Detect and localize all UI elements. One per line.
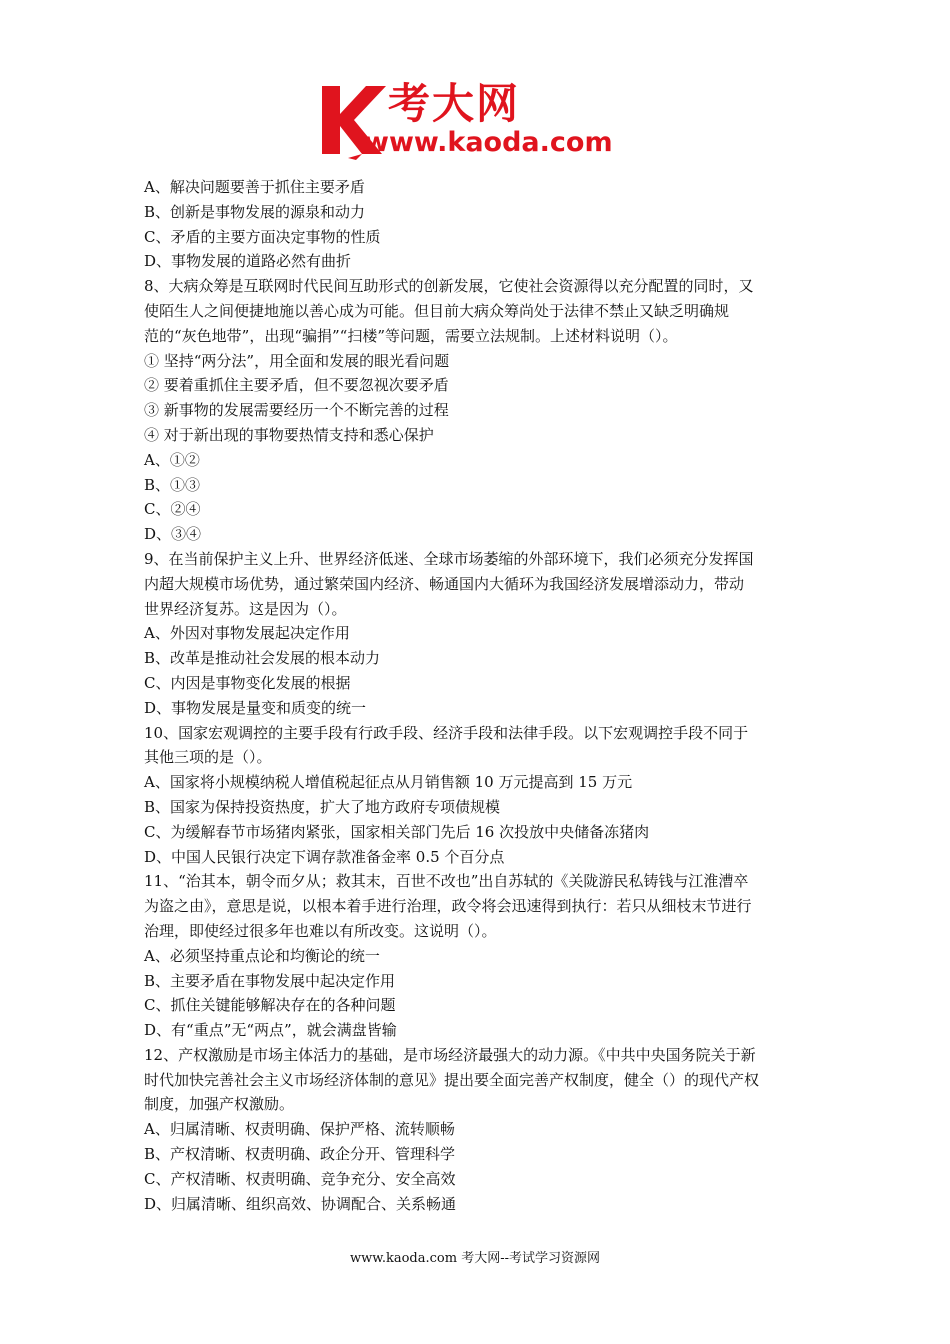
text-line: D、归属清晰、组织高效、协调配合、关系畅通 [144, 1194, 457, 1213]
text-line: C、为缓解春节市场猪肉紧张，国家相关部门先后 16 次投放中央储备冻猪肉 [144, 822, 650, 841]
text-line: D、事物发展是量变和质变的统一 [144, 698, 367, 717]
text-line: C、内因是事物变化发展的根据 [144, 673, 351, 692]
text-line: ① 坚持“两分法”，用全面和发展的眼光看问题 [144, 351, 450, 370]
text-line: D、事物发展的道路必然有曲折 [144, 252, 352, 271]
text-line: 时代加快完善社会主义市场经济体制的意见》提出要全面完善产权制度，健全（）的现代产权 [144, 1070, 760, 1089]
text-line: D、有“重点”无“两点”，就会满盘皆输 [144, 1021, 397, 1040]
text-line: 12、产权激励是市场主体活力的基础，是市场经济最强大的动力源。《中共中央国务院关于新 [144, 1045, 756, 1064]
text-line: C、产权清晰、权责明确、竞争充分、安全高效 [144, 1169, 456, 1188]
text-line: D、中国人民银行决定下调存款准备金率 0.5 个百分点 [144, 847, 505, 866]
text-line: 范的“灰色地带”，出现“骗捐”“扫楼”等问题，需要立法规制。上述材料说明（）。 [144, 326, 678, 345]
text-line: A、国家将小规模纳税人增值税起征点从月销售额 10 万元提高到 15 万元 [144, 773, 633, 792]
text-line: 世界经济复苏。这是因为（）。 [144, 599, 347, 618]
text-line: A、外因对事物发展起决定作用 [144, 624, 350, 643]
text-line: A、解决问题要善于抓住主要矛盾 [144, 178, 365, 196]
text-line: B、国家为保持投资热度，扩大了地方政府专项债规模 [144, 797, 501, 816]
text-line: 10、国家宏观调控的主要手段有行政手段、经济手段和法律手段。以下宏观调控手段不同于 [144, 723, 749, 742]
text-line: A、必须坚持重点论和均衡论的统一 [144, 946, 380, 965]
text-line: B、①③ [144, 475, 201, 494]
text-line: 8、大病众筹是互联网时代民间互助形式的创新发展，它使社会资源得以充分配置的同时，又 [144, 277, 754, 296]
text-line: 9、在当前保护主义上升、世界经济低迷、全球市场萎缩的外部环境下，我们必须充分发挥国 [144, 549, 754, 568]
text-line: A、①② [144, 450, 200, 469]
text-line: 其他三项的是（）。 [144, 748, 272, 767]
text-line: A、归属清晰、权责明确、保护严格、流转顺畅 [144, 1120, 455, 1139]
text-line: 为盗之由》，意思是说，以根本着手进行治理，政令将会迅速得到执行：若只从细枝末节进行 [144, 897, 752, 916]
text-line: B、主要矛盾在事物发展中起决定作用 [144, 971, 396, 990]
text-line: ② 要着重抓住主要矛盾，但不要忽视次要矛盾 [144, 376, 449, 395]
question-content [144, 175, 814, 1216]
text-line: 内超大规模市场优势，通过繁荣国内经济、畅通国内大循环为我国经济发展增添动力，带动 [144, 574, 745, 593]
text-line: B、创新是事物发展的源泉和动力 [144, 202, 366, 221]
text-line: 11、“治其本，朝令而夕从；救其末，百世不改也”出自苏轼的《关陇游民私铸钱与江淮漕卒 [144, 872, 749, 891]
text-line: 治理，即使经过很多年也难以有所改变。这说明（）。 [144, 921, 497, 940]
text-line: D、③④ [144, 525, 202, 544]
text-line: 使陌生人之间便捷地施以善心成为可能。但目前大病众筹尚处于法律不禁止又缺乏明确规 [144, 301, 730, 320]
text-line: B、改革是推动社会发展的根本动力 [144, 649, 381, 668]
kaoda-logo [318, 80, 638, 162]
text-line: B、产权清晰、权责明确、政企分开、管理科学 [144, 1145, 456, 1164]
text-line: C、矛盾的主要方面决定事物的性质 [144, 227, 381, 246]
text-line: ④ 对于新出现的事物要热情支持和悉心保护 [144, 425, 434, 444]
text-line: 制度，加强产权激励。 [144, 1095, 295, 1114]
text-line: ③ 新事物的发展需要经历一个不断完善的过程 [144, 401, 449, 420]
logo-brand-url: www.kaoda.com [364, 127, 613, 158]
text-line: C、抓住关键能够解决存在的各种问题 [144, 996, 396, 1015]
page-footer: www.kaoda.com 考大网--考试学习资源网 [350, 1251, 600, 1266]
text-line: C、②④ [144, 500, 201, 519]
logo-brand-cn: 考大网 [388, 79, 521, 128]
